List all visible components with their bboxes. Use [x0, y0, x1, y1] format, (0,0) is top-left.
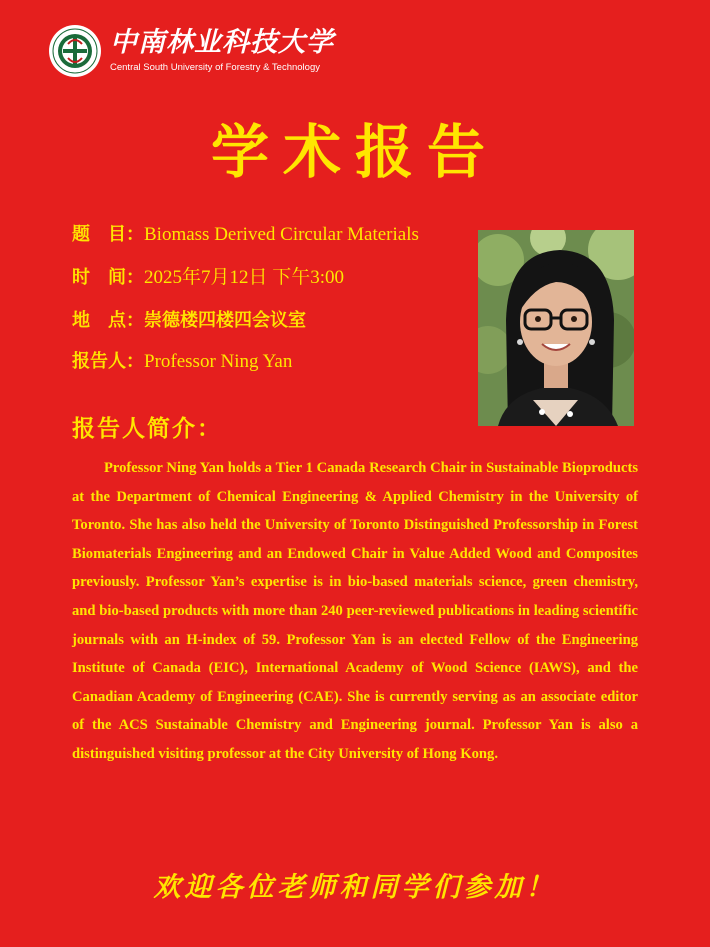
bio-heading: 报告人简介： [72, 416, 222, 442]
university-header [48, 24, 334, 78]
speaker-label: 报告人： [72, 351, 144, 372]
topic-value: Biomass Derived Circular Materials [144, 224, 419, 245]
venue-row [72, 308, 306, 334]
university-seal-logo [48, 24, 102, 78]
time-value: 2025年7月12日 下午3:00 [144, 267, 345, 288]
speaker-row [72, 349, 292, 375]
topic-label: 题 目： [72, 224, 144, 245]
venue-label: 地 点： [72, 310, 144, 331]
university-name-cn: 中南林业科技大学 [110, 27, 334, 58]
welcome-message: 欢迎各位老师和同学们参加！ [153, 872, 557, 903]
time-row [72, 265, 344, 291]
speaker-photo [478, 230, 634, 426]
topic-row [72, 222, 419, 248]
venue-value: 崇德楼四楼四会议室 [144, 310, 306, 331]
page-title: 学术报告 [210, 118, 499, 186]
time-label: 时 间： [72, 267, 144, 288]
bio-text: Professor Ning Yan holds a Tier 1 Canada Research Chair in Sustainable Bioproducts at the Department of Chemical Engineering & Applied Chemistry in the University of Toronto. She has also held the University of Toronto Distinguished Professorship in Forest Biomaterials Engineering and an Endowed Chair in Value Added Wood and Composites previously. Professor Yan’s expertise is in bio-based materials science, green chemistry, and bio-based products with more than 240 peer-reviewed publications in leading scientific journals with an H-index of 59. Professor Yan is an elected Fellow of the Engineering Institute of Canada (EIC), International Academy of Wood Science (IAWS), and the Canadian Academy of Engineering (CAE). She is currently serving as an associate editor of the ACS Sustainable Chemistry and Engineering journal. Professor Yan is also a distinguished visiting professor at the City University of Hong Kong. [72, 460, 638, 762]
university-name-en: Central South University of Forestry & Technology [110, 62, 320, 73]
speaker-value: Professor Ning Yan [144, 351, 293, 372]
